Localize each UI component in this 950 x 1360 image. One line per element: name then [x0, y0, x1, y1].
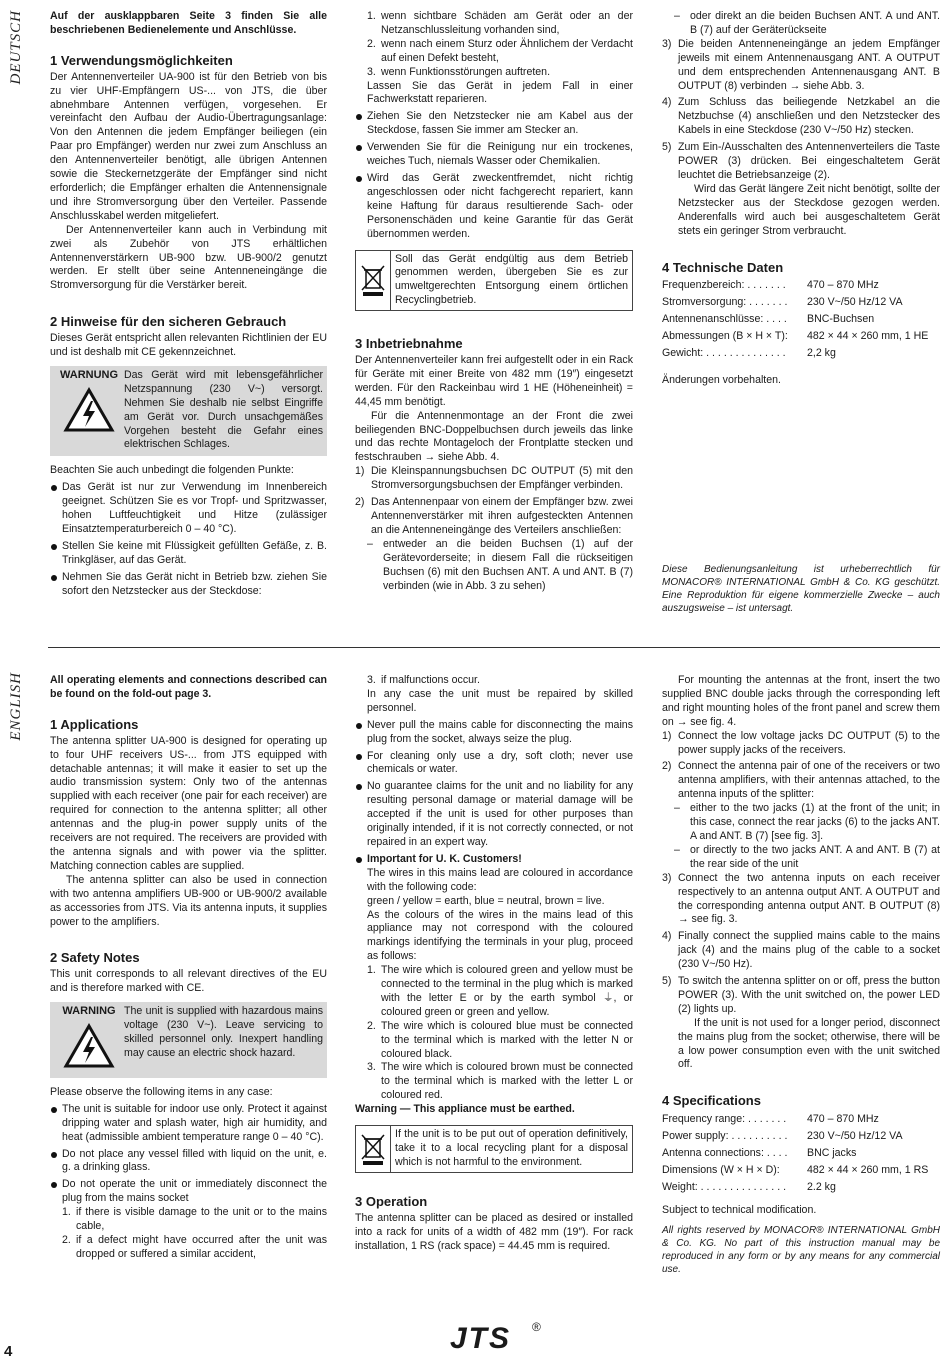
- electric-hazard-icon: [63, 1023, 115, 1069]
- de-bullet-3: Nehmen Sie das Gerät nicht in Betrieb bzw. ziehen Sie sofort den Netzstecker aus der Steckdose:: [50, 571, 327, 599]
- de-b3-after: Lassen Sie das Gerät in jedem Fall in einer Fachwerkstatt reparieren.: [367, 79, 633, 106]
- de-points-intro: Beachten Sie auch unbedingt die folgenden Punkte:: [50, 464, 294, 477]
- de-bullet-5: Verwenden Sie für die Reinigung nur ein trockenes, weiches Tuch, niemals Wasser oder Chemikalien.: [355, 141, 633, 169]
- spec-label: Antenna connections: . . . .: [662, 1147, 788, 1160]
- spec-label: Frequenzbereich: . . . . . . .: [662, 279, 786, 292]
- spec-value: 470 – 870 MHz: [807, 1113, 879, 1126]
- en-b3-item-1: 1. if there is visible damage to the unit or to the mains cable,: [62, 1206, 327, 1233]
- en-intro: All operating elements and connections described can be found on the fold-out page 3.: [50, 674, 327, 700]
- spec-row: [662, 1162, 940, 1179]
- de-s3-step-2a: – entweder an die beiden Buchsen (1) auf der Gerätevorderseite; in diesem Fall die rückseitigen Buchsen (6) mit den Buchsen ANT. A und ANT. B (7) verbinden (wie in Abb. 3 zu sehen): [367, 537, 633, 592]
- de-bullet-2: Stellen Sie keine mit Flüssigkeit gefüllten Gefäße, z. B. Trinkgläser, auf das Gerät.: [50, 540, 327, 568]
- de-s3-paragraph-1: Der Antennenverteiler kann frei aufgestellt oder in ein Rack für Geräte mit einer Breite von 482 mm (19″) eingesetzt werden. Für den Rackeinbau wird 1 HE (Höheneinheit) = 44,45 mm benötigt.: [355, 354, 633, 408]
- spec-label: Antennenanschlüsse: . . . .: [662, 313, 787, 326]
- spec-value: BNC jacks: [807, 1147, 857, 1160]
- de-warning-box: [50, 366, 327, 456]
- electric-hazard-icon: [63, 387, 115, 433]
- de-b3-item-1: 1. wenn sichtbare Schäden am Gerät oder an der Netzanschlussleitung vorhanden sind,: [367, 10, 633, 36]
- de-s1-paragraph-2: Der Antennenverteiler kann auch in Verbindung mit zwei als Zubehör von JTS erhältlichen Antennenverstärkern UB-900 bzw. UB-900/2 genutzt werden. Er stellt über seine Antenneneingänge die Stromversorgung für die Verstärker bereit.: [50, 223, 327, 292]
- de-column-3: [662, 10, 940, 614]
- de-s3-step-2: 2) Das Antennenpaar von einem der Empfänger bzw. zwei Antennenverstärker mit ihren aufgesteckten Antennen an die Antenneneingänge des Verteilers anschließen:: [355, 496, 633, 536]
- de-warning-text: Das Gerät wird mit lebensgefährlicher Netzspannung (230 V~) versorgt. Nehmen Sie deshalb nie selbst Eingriffe am Gerät vor. Durch unsachgemäßes Vorgehen besteht die Gefahr eines elektrischen Schlages.: [124, 368, 323, 451]
- en-s3-step-5: 5) To switch the antenna splitter on or off, press the button POWER (3). With the unit switched on, the power LED (2) lights up.: [662, 975, 940, 1015]
- de-s3-step-5b: Wird das Gerät längere Zeit nicht benötigt, sollte der Netzstecker aus der Steckdose gezogen werden. Anderenfalls wird auch bei ausgeschaltetem Gerät stets ein geringer Strom verbraucht.: [678, 182, 940, 237]
- en-warning-box: [50, 1002, 327, 1078]
- en-s3-step-5b: If the unit is not used for a longer period, disconnect the mains plug from the socket; otherwise, there will be a low power consumption even with the unit switched off.: [678, 1016, 940, 1071]
- spec-row: [662, 1128, 940, 1145]
- de-s2-paragraph-1: Dieses Gerät entspricht allen relevanten Richtlinien der EU und ist deshalb mit CE gekennzeichnet.: [50, 332, 327, 359]
- page-number: 4: [4, 1343, 13, 1360]
- spec-value: 482 × 44 × 260 mm, 1 HE: [807, 330, 929, 343]
- en-bullet-3: Do not operate the unit or immediately disconnect the plug from the mains socket: [50, 1178, 327, 1206]
- en-recycle-box: [355, 1125, 633, 1173]
- spec-value: 2,2 kg: [807, 347, 836, 360]
- en-bullet-6: No guarantee claims for the unit and no liability for any resulting personal damage or material damage will be accepted if the unit is used for other purposes than originally intended, if it is not correctly connected, or not repaired in an expert way.: [355, 780, 633, 850]
- en-s3-step-2a: – either to the two jacks (1) at the front of the unit; in this case, connect the rear jacks (6) to the jacks ANT. A and ANT. B (7) [see fig. 3].: [674, 802, 940, 842]
- en-b3-item-3: 3. if malfunctions occur.: [367, 674, 480, 686]
- de-specs-table: [662, 277, 940, 362]
- de-section-2-title: 2 Hinweise für den sicheren Gebrauch: [50, 314, 287, 330]
- registered-mark: ®: [532, 1320, 541, 1334]
- en-uk-warning: Warning — This appliance must be earthed.: [355, 1103, 575, 1116]
- de-changes-note: Änderungen vorbehalten.: [662, 374, 781, 387]
- en-warning-text: The unit is supplied with hazardous mains voltage (230 V~). Leave servicing to skilled personnel only. Inexpert handling may cause an electric shock hazard.: [124, 1005, 323, 1059]
- language-divider: [48, 647, 940, 648]
- en-s3-paragraph-2: For mounting the antennas at the front, insert the two supplied BNC double jacks through the corresponding left and right mounting holes of the front panel and screw them on → see fig. 4.: [662, 674, 940, 728]
- en-section-2-title: 2 Safety Notes: [50, 950, 140, 966]
- en-copyright: All rights reserved by MONACOR® INTERNATIONAL GmbH & Co. KG. No part of this instruction manual may be reproduced in any form or by any means for any commercial use.: [662, 1225, 940, 1276]
- de-section-3-title: 3 Inbetriebnahme: [355, 336, 463, 352]
- de-s3-step-5: 5) Zum Ein-/Ausschalten des Antennenverteilers die Taste POWER (3) drücken. Bei eingeschaltetem Gerät leuchtet die Betriebsanzeige (2).: [662, 141, 940, 181]
- en-uk-item-2: 2. The wire which is coloured blue must be connected to the terminal which is marked with the letter N or coloured black.: [367, 1019, 633, 1060]
- en-uk-title: Important for U. K. Customers!: [355, 853, 633, 867]
- de-s3-step-2b: – oder direkt an die beiden Buchsen ANT. A und ANT. B (7) auf der Geräterückseite: [674, 10, 940, 36]
- de-s1-paragraph-1: Der Antennenverteiler UA-900 ist für den Betrieb von bis zu vier UHF-Empfängern US-... von JTS, die über abnehmbare Antennen verfügen, vorgesehen. Er vereinfacht den Aufbau der Audio-Übertragungsanlage: Von den Antennen die jedem Empfänger beiliegen (ein Paar pro Empfänger) werden nur zwei zum Anschluss an den Antennenverteiler benötigt, alle übrigen Antennen sowie die Steckernetzgeräte der Empfänger sind nicht erforderlich; die Empfänger erhalten die Antennensignale und ihre Stromversorgung über den Verteiler. Passende Anschlusskabel werden mitgeliefert.: [50, 70, 327, 222]
- en-bullet-4: Never pull the mains cable for disconnecting the mains plug from the socket, always seize the plug.: [355, 719, 633, 747]
- spec-value: 470 – 870 MHz: [807, 279, 879, 292]
- spec-row: [662, 1145, 940, 1162]
- de-s3-paragraph-2: Für die Antennenmontage an der Front die zwei beiliegenden BNC-Doppelbuchsen durch jeweils das linke und das rechte Montageloch der Frontplatte stecken und festschrauben → siehe Abb. 4.: [355, 409, 633, 464]
- en-specs-table: [662, 1111, 940, 1196]
- de-b3-item-3: 3. wenn Funktionsstörungen auftreten.: [367, 65, 551, 78]
- spec-label: Stromversorgung: . . . . . . .: [662, 296, 788, 309]
- en-s3-step-2b: – or directly to the two jacks ANT. A and ANT. B (7) at the rear side of the unit: [674, 843, 940, 870]
- de-copyright: Diese Bedienungsanleitung ist urheberrechtlich für MONACOR® INTERNATIONAL GmbH & Co. KG geschützt. Eine Reproduktion für eigene kommerzielle Zwecke – auch auszugsweise – ist untersagt.: [662, 564, 940, 614]
- en-s3-step-3: 3) Connect the two antenna inputs on each receiver respectively to an antenna output ANT. A OUTPUT and the corresponding antenna output ANT. B OUTPUT (8) → see fig. 3.: [662, 871, 940, 926]
- en-s3-step-2: 2) Connect the antenna pair of one of the receivers or two antenna amplifiers, with their antennas attached, to the antenna inputs of the splitter:: [662, 760, 940, 801]
- spec-row: [662, 277, 940, 294]
- de-intro: Auf der ausklappbaren Seite 3 finden Sie alle beschriebenen Bedienelemente und Anschlüsse.: [50, 10, 327, 36]
- de-column-2: [355, 10, 633, 593]
- en-uk-paragraph-2: As the colours of the wires in the mains lead of this appliance may not correspond with the coloured markings identifying the terminals in your plug, proceed as follows:: [367, 908, 633, 963]
- spec-label: Frequency range: . . . . . . .: [662, 1113, 787, 1126]
- section-label-deutsch: DEUTSCH: [8, 10, 24, 85]
- de-section-4-title: 4 Technische Daten: [662, 259, 784, 275]
- recycle-bin-icon: [360, 262, 386, 298]
- spec-row: [662, 345, 940, 362]
- de-warning-title: WARNUNG: [59, 368, 119, 381]
- section-label-english: ENGLISH: [8, 672, 24, 741]
- en-b3-after: In any case the unit must be repaired by skilled personnel.: [367, 687, 633, 714]
- en-warning-title: WARNING: [62, 1005, 116, 1018]
- en-s3-paragraph-1: The antenna splitter can be placed as desired or installed into a rack for units of a width of 482 mm (19″). For rack installation, 1 RS (rack space) = 44.45 mm is required.: [355, 1211, 633, 1252]
- de-s3-step-1: 1) Die Kleinspannungsbuchsen DC OUTPUT (5) mit den Stromversorgungsbuchsen der Empfänger verbinden.: [355, 465, 633, 492]
- en-recycle-text: If the unit is to be put out of operation definitively, take it to a local recycling plant for a disposal which is not harmful to the environment.: [395, 1128, 628, 1168]
- jts-logo: JTS: [450, 1322, 512, 1355]
- spec-value: BNC-Buchsen: [807, 313, 875, 326]
- spec-value: 230 V~/50 Hz/12 VA: [807, 296, 903, 309]
- spec-value: 2.2 kg: [807, 1181, 836, 1194]
- en-section-1-title: 1 Applications: [50, 716, 139, 732]
- en-s3-step-4: 4) Finally connect the supplied mains cable to the mains jack (4) and the mains plug of the cable to a socket (230 V~/50 Hz).: [662, 930, 940, 971]
- en-s1-paragraph-1: The antenna splitter UA-900 is designed for operating up to four UHF receivers US-... from JTS equipped with detachable antennas; it will make it easier to set up the audio transmission system: Only two of the antennas supplied with each receiver (one pair for each receiver) are required for connection to the antenna splitter; all other antennas and the plug-in power supply units of the receivers are not required. The receivers are provided with the antenna signals and with power via the splitter. Matching connection cables are supplied.: [50, 734, 327, 872]
- en-section-4-title: 4 Specifications: [662, 1093, 761, 1109]
- spec-label: Abmessungen (B × H × T):: [662, 330, 788, 343]
- recycle-bin-icon: [360, 1131, 386, 1167]
- en-bullet-5: For cleaning only use a dry, soft cloth; never use chemicals or water.: [355, 750, 633, 778]
- en-column-3: [662, 674, 940, 1276]
- en-uk-paragraph-1: The wires in this mains lead are coloured in accordance with the following code:: [367, 866, 633, 893]
- spec-label: Weight: . . . . . . . . . . . . . . .: [662, 1181, 787, 1194]
- en-s2-paragraph-1: This unit corresponds to all relevant directives of the EU and is therefore marked with CE.: [50, 968, 327, 995]
- spec-row: [662, 1179, 940, 1196]
- spec-label: Dimensions (W × H × D):: [662, 1164, 780, 1177]
- spec-label: Gewicht: . . . . . . . . . . . . . .: [662, 347, 786, 360]
- spec-value: 482 × 44 × 260 mm, 1 RS: [807, 1164, 929, 1177]
- spec-row: [662, 328, 940, 345]
- en-uk-code: green / yellow = earth, blue = neutral, brown = live.: [367, 894, 605, 907]
- de-bullet-6: Wird das Gerät zweckentfremdet, nicht richtig angeschlossen oder nicht fachgerecht repariert, kann keine Haftung für daraus resultierende Sach- oder Personenschäden und keine Garantie für das Gerät übernommen werden.: [355, 172, 633, 242]
- en-section-3-title: 3 Operation: [355, 1193, 428, 1209]
- en-points-intro: Please observe the following items in any case:: [50, 1085, 273, 1098]
- de-section-1-title: 1 Verwendungsmöglichkeiten: [50, 52, 233, 68]
- en-bullet-1: The unit is suitable for indoor use only. Protect it against dripping water and splash water, high air humidity, and heat (admissible ambient temperature range 0 – 40 °C).: [50, 1103, 327, 1145]
- de-recycle-box: [355, 250, 633, 312]
- en-uk-item-1: 1. The wire which is coloured green and yellow must be connected to the terminal in the plug which is marked with the letter E or by the earth symbol ⏚, or coloured green or green and yellow.: [367, 964, 633, 1018]
- de-bullet-4: Ziehen Sie den Netzstecker nie am Kabel aus der Steckdose, fassen Sie immer am Stecker an.: [355, 110, 633, 138]
- de-recycle-text: Soll das Gerät endgültig aus dem Betrieb genommen werden, übergeben Sie es zur umweltgerechten Entsorgung einem örtlichen Recyclingbetrieb.: [395, 252, 628, 307]
- de-s3-step-3: 3) Die beiden Antenneneingänge an jedem Empfänger jeweils mit einem Antennenausgang ANT. A OUTPUT und dem entsprechenden Antennenausgang ANT. B OUTPUT (8) verbinden → siehe Abb. 3.: [662, 37, 940, 92]
- de-b3-item-2: 2. wenn nach einem Sturz oder Ähnlichem der Verdacht auf einen Defekt besteht,: [367, 37, 633, 64]
- en-uk-item-3: 3. The wire which is coloured brown must be connected to the terminal which is marked with the letter L or coloured red.: [367, 1061, 633, 1102]
- en-s1-paragraph-2: The antenna splitter can also be used in connection with two antenna amplifiers UB-900 or UB-900/2 available as accessories from JTS. Via its antenna inputs, it supplies power to the amplifiers.: [50, 873, 327, 928]
- en-s3-step-1: 1) Connect the low voltage jacks DC OUTPUT (5) to the power supply jacks of the receivers.: [662, 729, 940, 756]
- spec-row: [662, 1111, 940, 1128]
- en-column-2: [355, 674, 633, 1253]
- en-b3-item-2: 2. if a defect might have occurred after the unit was dropped or suffered a similar accident,: [62, 1234, 327, 1260]
- spec-row: [662, 294, 940, 311]
- en-bullet-2: Do not place any vessel filled with liquid on the unit, e. g. a drinking glass.: [50, 1148, 327, 1176]
- de-s3-step-4: 4) Zum Schluss das beiliegende Netzkabel an die Netzbuchse (4) anschließen und den Netzstecker des Kabels in eine Steckdose (230 V~/50 Hz) stecken.: [662, 96, 940, 137]
- spec-row: [662, 311, 940, 328]
- spec-label: Power supply: . . . . . . . . . .: [662, 1130, 788, 1143]
- en-changes-note: Subject to technical modification.: [662, 1204, 817, 1217]
- en-column-1: [50, 674, 327, 1262]
- de-bullet-1: Das Gerät ist nur zur Verwendung im Innenbereich geeignet. Schützen Sie es vor Tropf- und Spritzwasser, hohen Luftfeuchtigkeit und Hitze (zulässiger Einsatztemperaturbereich 0 – 40 °C).: [50, 481, 327, 537]
- de-column-1: [50, 10, 327, 599]
- spec-value: 230 V~/50 Hz/12 VA: [807, 1130, 903, 1143]
